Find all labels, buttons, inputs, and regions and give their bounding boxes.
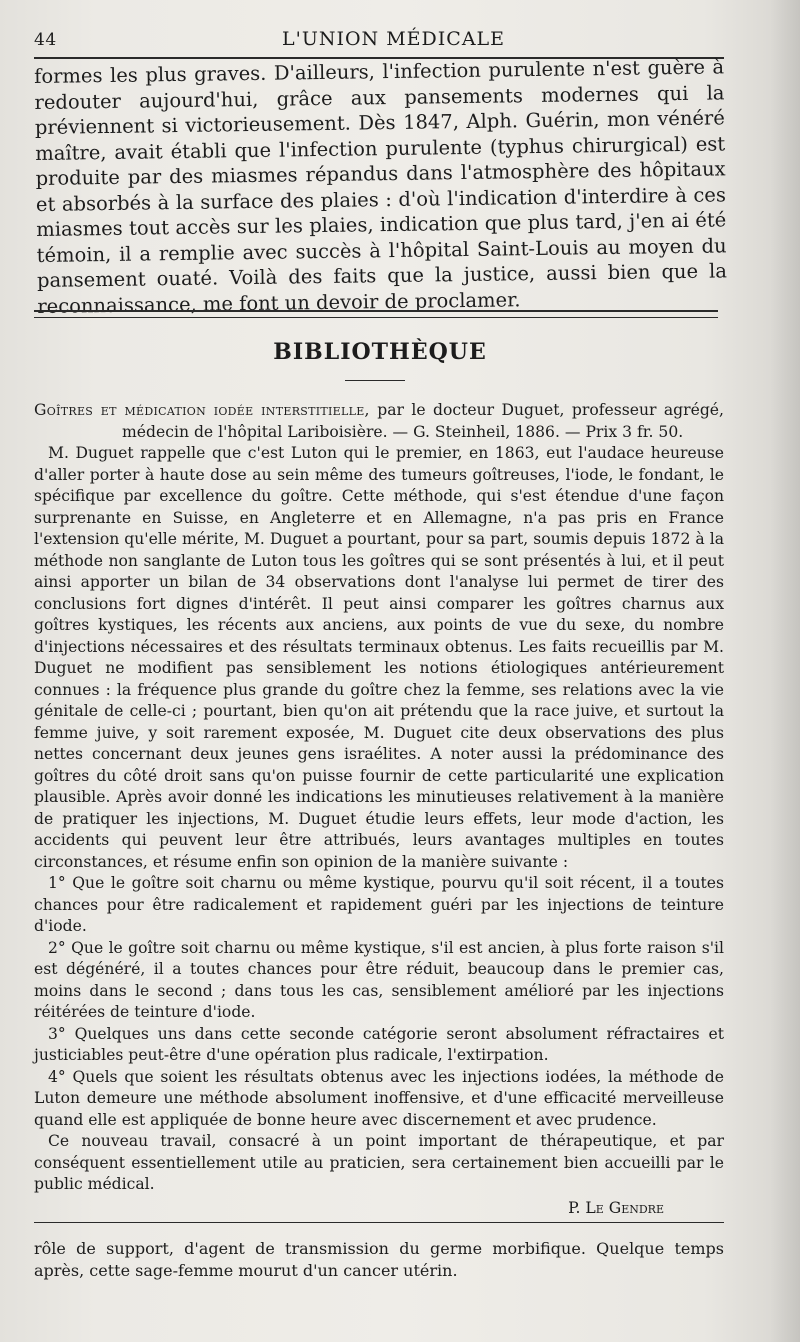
conclusion-item-2: 2° Que le goître soit charnu ou même kystique, s'il est ancien, à plus forte raison s'il est dégénéré, il a toutes chances pour être réduit, beaucoup dans le premier cas, moins dans le second ; dans tous les cas, sensiblement amélioré par les injections réitérées de teinture d'iode.: [34, 938, 724, 1021]
section-divider: [34, 310, 718, 318]
review-signature: P. Le Gendre: [568, 1198, 664, 1217]
page-header: [34, 22, 724, 52]
book-review: [34, 400, 724, 1219]
intro-text: [34, 54, 727, 319]
citation-details: par le docteur Duguet, professeur agrégé, médecin de l'hôpital Lariboisière. — G. Steinheil, 1886. — Prix 3 fr. 50.: [122, 401, 724, 441]
review-closing: Ce nouveau travail, consacré à un point important de thérapeutique, et par conséquent essentiellement utile au praticien, sera certainement bien accueilli par le public médical.: [34, 1132, 724, 1193]
section-title: BIBLIOTHÈQUE: [273, 339, 487, 365]
title-underline: [345, 380, 405, 381]
citation-title: Goîtres et médication iodée interstitielle,: [34, 401, 370, 419]
footer-text: [34, 1238, 724, 1282]
intro-paragraph: formes les plus graves. D'ailleurs, l'infection purulente n'est guère à redouter aujourd'hui, grâce aux pansements modernes qui la préviennent si victorieusement. Dès 1847, Alph. Guérin, mon vénéré maître, avait établi que l'infection purulente (typhus chirurgical) est produite par des miasmes répandus dans l'atmosphère des hôpitaux et absorbés à la surface des plaies : d'où l'indication d'interdire à ces miasmes tout accès sur les plaies, indication que plus tard, j'en ai été témoin, il a remplie avec succès à l'hôpital Saint-Louis au moyen du pansement ouaté. Voilà des faits que la justice, aussi bien que la reconnaissance, me font un devoir de proclamer.: [34, 55, 728, 318]
page-edge-shadow: [770, 0, 800, 1342]
page-number: 44: [34, 30, 57, 50]
footer-rule: [34, 1222, 724, 1223]
running-title: L'UNION MÉDICALE: [282, 28, 506, 50]
review-citation: [34, 400, 724, 443]
review-paragraph: M. Duguet rappelle que c'est Luton qui le premier, en 1863, eut l'audace heureuse d'aller porter à haute dose au sein même des tumeurs goîtreuses, l'iode, le fondant, le spécifique par excellence du goître. Cette méthode, qui s'est étendue d'une façon surprenante en Suisse, en Angleterre et en Allemagne, n'a pas pris en France l'extension qu'elle mérite, M. Duguet a pourtant, pour sa part, soumis depuis 1872 à la méthode non sanglante de Luton tous les goîtres qui se sont présentés à lui, et il peut ainsi apporter un bilan de 34 observations dont l'analyse lui permet de tirer des conclusions fort dignes d'intérêt. Il peut ainsi comparer les goîtres charnus aux goîtres kystiques, les récents aux anciens, aux points de vue du sexe, du nombre d'injections nécessaires et des résultats terminaux obtenus. Les faits recueillis par M. Duguet ne modifient pas sensiblement les notions étiologiques antérieurement connues : la fréquence plus grande du goître chez la femme, ses relations avec la vie génitale de celle-ci ; pourtant, bien qu'on ait prétendu que la race juive, et surtout la femme juive, y soit rarement exposée, M. Duguet cite deux observations des plus nettes concernant deux jeunes gens israélites. A noter aussi la prédominance des goîtres du côté droit sans qu'on puisse fournir de cette particularité une explication plausible. Après avoir donné les indications les minutieuses relativement à la manière de pratiquer les injections, M. Duguet étudie leurs effets, leur mode d'action, les accidents qui peuvent leur être attribués, leurs avantages multiples en toutes circonstances, et résume enfin son opinion de la manière suivante :: [34, 444, 724, 871]
conclusion-item-4: 4° Quels que soient les résultats obtenus avec les injections iodées, la méthode de Luton demeure une méthode absolument inoffensive, et d'une efficacité merveilleuse quand elle est appliquée de bonne heure avec discernement et avec prudence.: [34, 1067, 724, 1129]
footer-paragraph: rôle de support, d'agent de transmission du germe morbifique. Quelque temps après, cette sage-femme mourut d'un cancer utérin.: [34, 1239, 724, 1280]
conclusion-item-1: 1° Que le goître soit charnu ou même kystique, pourvu qu'il soit récent, il a toutes chances pour être radicalement et rapidement guéri par les injections de teinture d'iode.: [34, 874, 724, 935]
conclusion-item-3: 3° Quelques uns dans cette seconde catégorie seront absolument réfractaires et justiciables peut-être d'une opération plus radicale, l'extirpation.: [34, 1024, 724, 1064]
